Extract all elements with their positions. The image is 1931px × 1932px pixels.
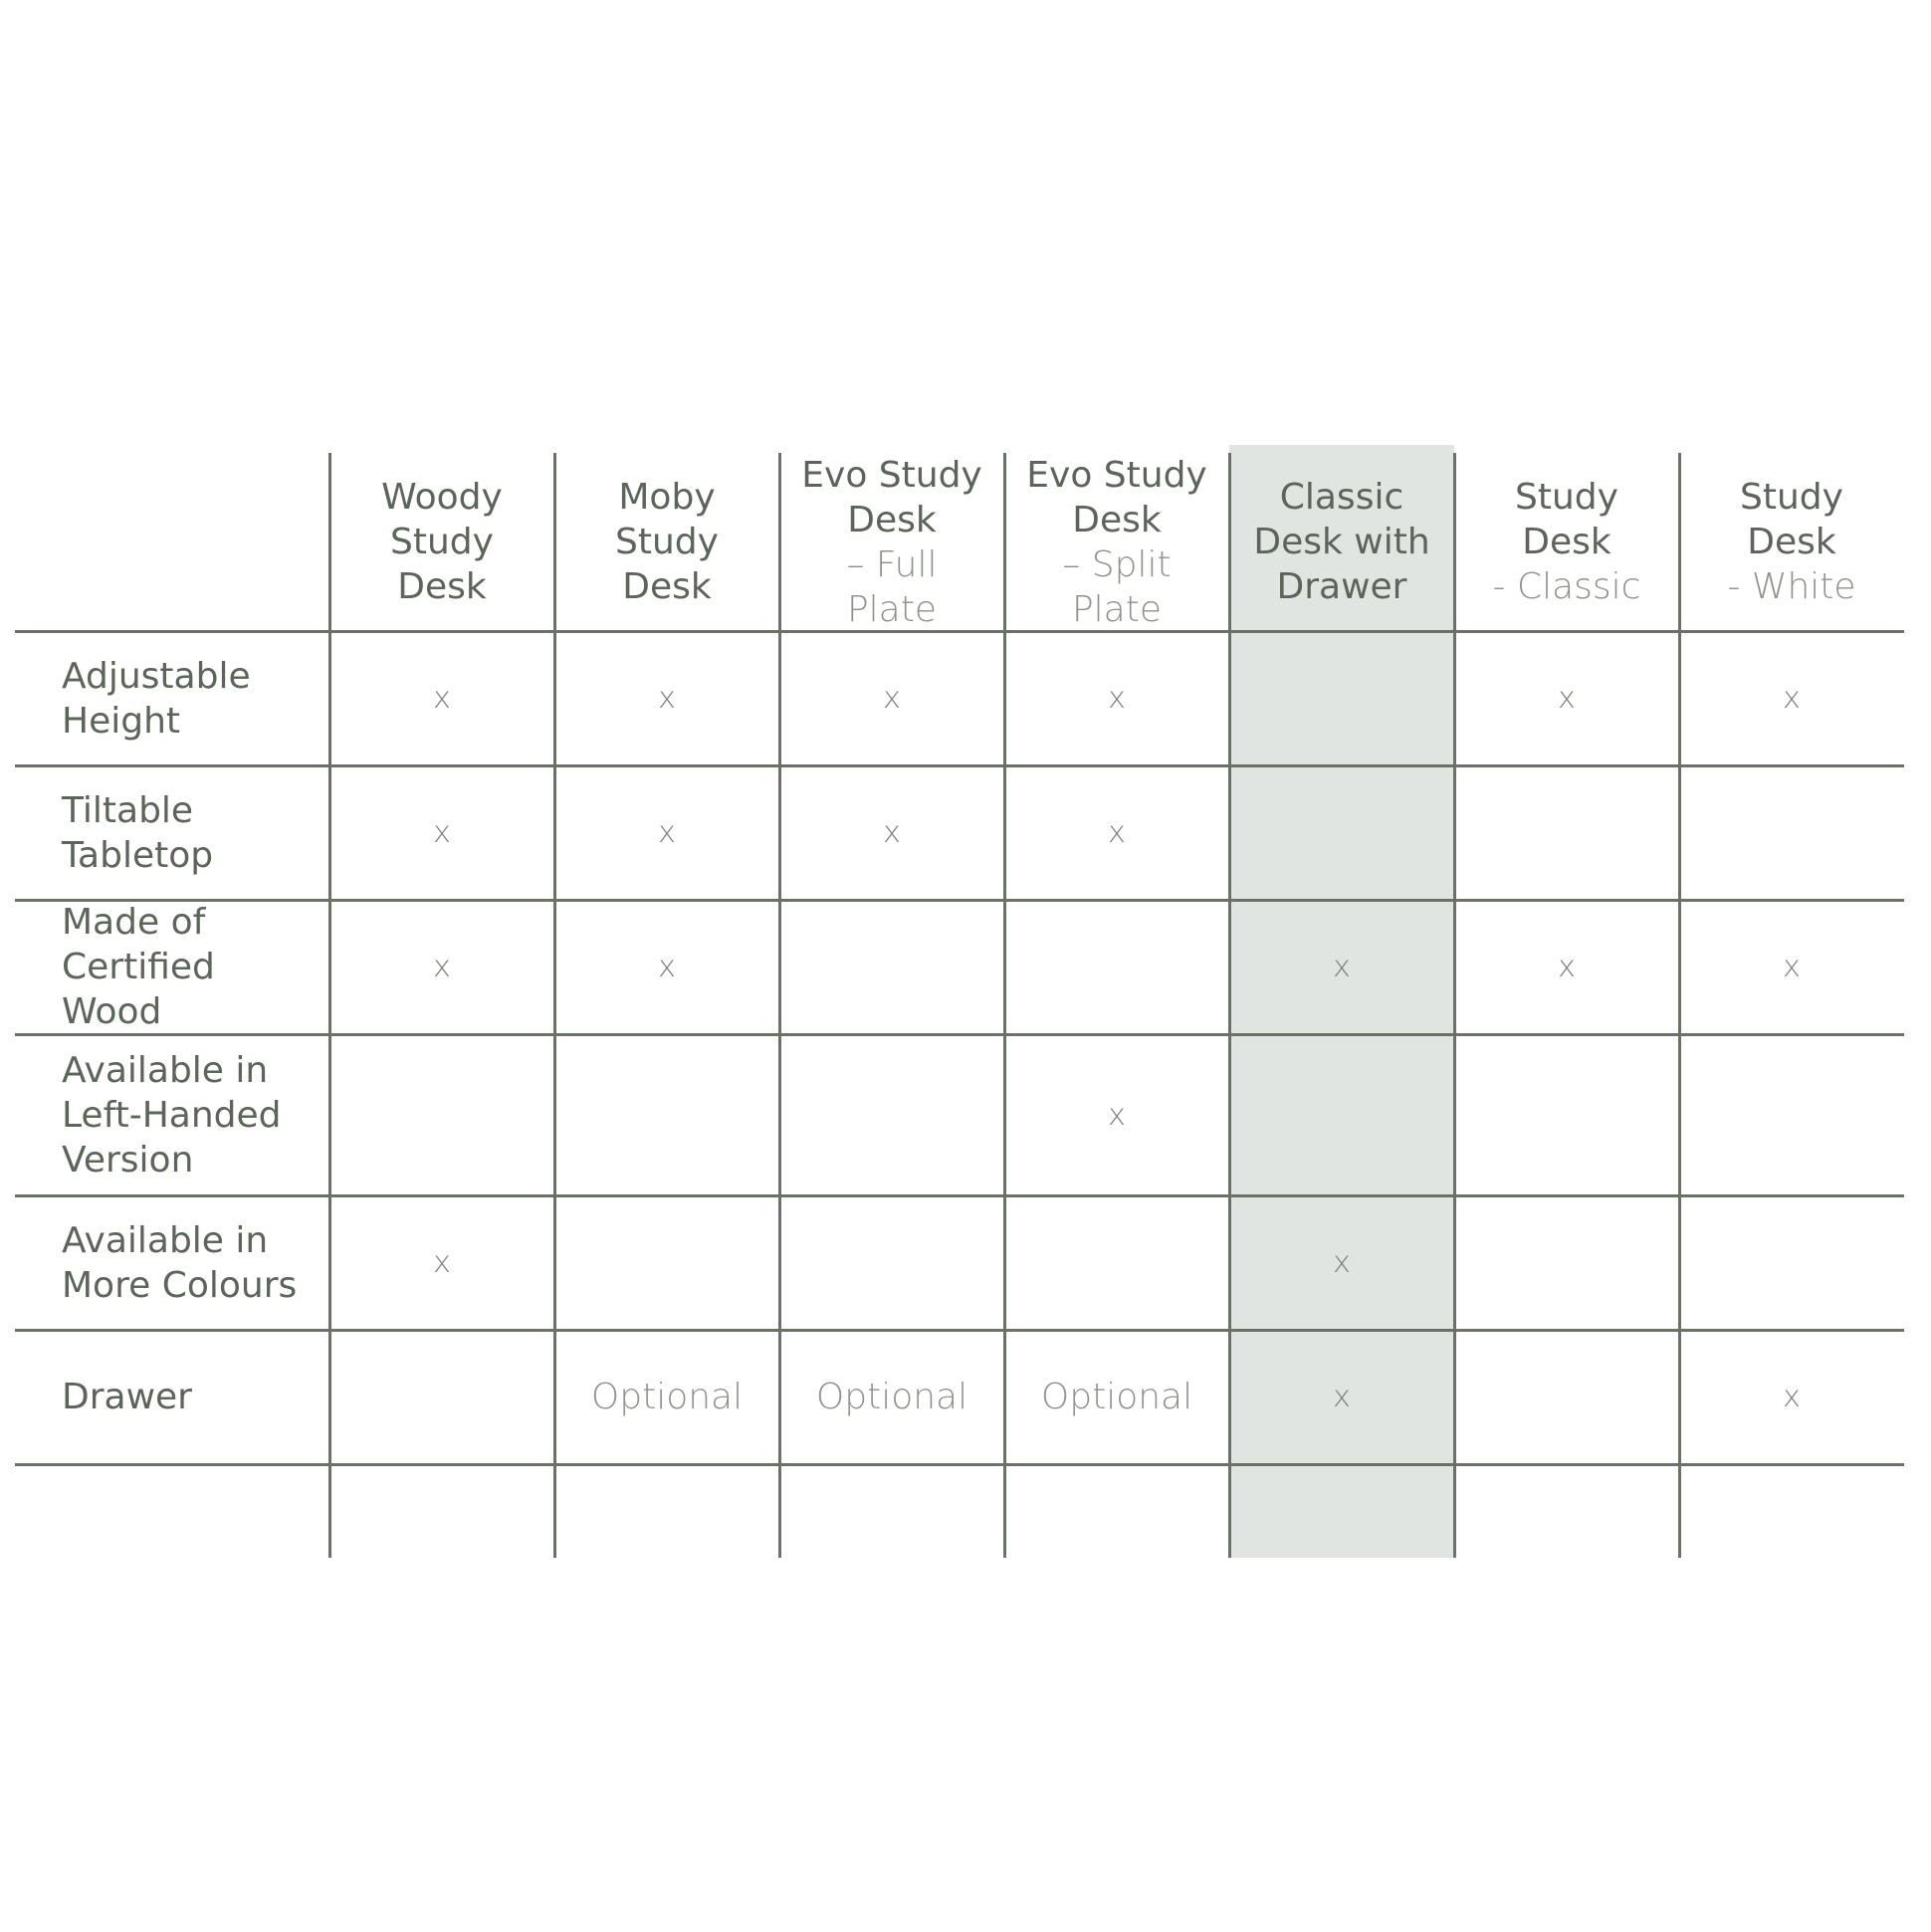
column-header	[1004, 453, 1229, 631]
feature-mark: x	[1108, 681, 1126, 716]
feature-mark: x	[433, 815, 451, 850]
column-divider	[1678, 453, 1681, 1558]
column-header	[1679, 453, 1904, 631]
column-divider	[1453, 453, 1456, 1558]
feature-mark: x	[1333, 950, 1351, 984]
feature-mark: x	[1333, 1380, 1351, 1414]
column-header-title: Classic Desk with Drawer	[1253, 477, 1430, 607]
row-label: Made of Certified Wood	[62, 902, 215, 1032]
optional-label: Optional	[590, 1377, 744, 1417]
feature-mark: x	[433, 1245, 451, 1280]
feature-mark: x	[1108, 815, 1126, 850]
column-header	[554, 453, 779, 631]
row-label: Available in More Colours	[62, 1219, 298, 1306]
optional-label: Optional	[1040, 1377, 1193, 1417]
column-divider	[1003, 453, 1006, 1558]
row-label: Tiltable Tabletop	[62, 789, 214, 876]
row-divider	[15, 1033, 1904, 1036]
column-header	[1454, 453, 1679, 631]
feature-mark: x	[1108, 1097, 1126, 1133]
feature-mark: x	[433, 681, 451, 716]
column-divider	[778, 453, 781, 1558]
feature-mark: x	[658, 681, 676, 716]
feature-mark: x	[1558, 681, 1576, 716]
column-header-subtitle: – Full Plate	[846, 543, 938, 630]
column-header-title: Study Desk	[1515, 477, 1618, 562]
feature-mark: x	[658, 950, 676, 984]
column-header-subtitle: - White	[1727, 566, 1856, 607]
feature-mark: x	[658, 815, 676, 850]
column-divider	[553, 453, 556, 1558]
column-header-title: Evo Study Desk	[1026, 454, 1207, 540]
feature-mark: x	[883, 681, 901, 716]
column-header	[779, 453, 1004, 631]
column-header-subtitle: – Split Plate	[1062, 543, 1172, 630]
row-divider	[15, 764, 1904, 767]
row-divider	[15, 630, 1904, 633]
row-divider	[15, 1463, 1904, 1466]
row-label: Adjustable Height	[62, 655, 251, 742]
column-header-title: Woody Study Desk	[381, 477, 503, 607]
row-divider	[15, 899, 1904, 902]
column-header-subtitle: - Classic	[1492, 566, 1641, 607]
feature-mark: x	[1783, 950, 1801, 984]
row-divider	[15, 1194, 1904, 1197]
column-header-title: Evo Study Desk	[801, 454, 982, 540]
column-header-title: Study Desk	[1740, 477, 1843, 562]
row-label: Drawer	[62, 1377, 192, 1417]
row-label: Available in Left-Handed Version	[62, 1049, 282, 1181]
feature-mark: x	[1783, 1380, 1801, 1414]
column-header	[329, 453, 554, 631]
column-divider	[328, 453, 331, 1558]
column-divider	[1228, 453, 1231, 1558]
column-header	[1229, 453, 1454, 631]
feature-mark: x	[1558, 950, 1576, 984]
feature-mark: x	[883, 815, 901, 850]
feature-mark: x	[1783, 681, 1801, 716]
feature-mark: x	[1333, 1245, 1351, 1280]
row-divider	[15, 1329, 1904, 1332]
optional-label: Optional	[815, 1377, 968, 1417]
feature-mark: x	[433, 950, 451, 984]
column-header-title: Moby Study Desk	[615, 477, 719, 607]
